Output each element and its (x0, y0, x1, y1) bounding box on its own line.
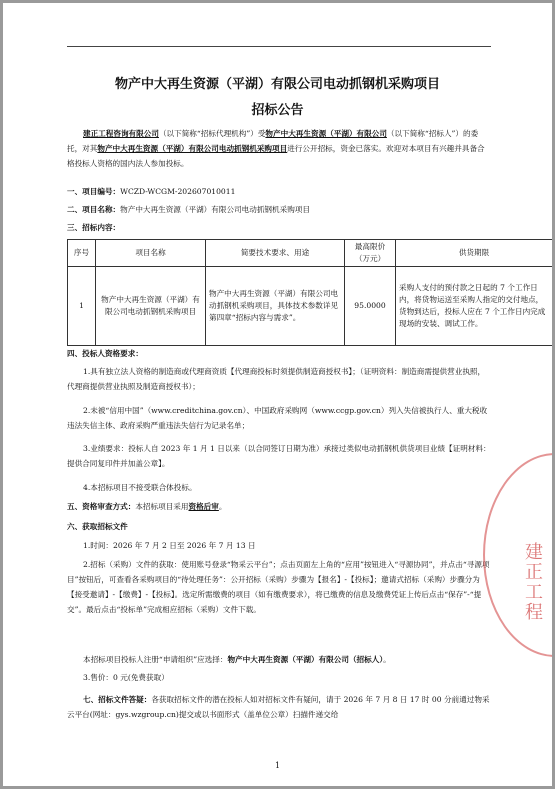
cell-no: 1 (68, 267, 96, 346)
qualification-item-3: 3.业绩要求：投标人自 2023 年 1 月 1 日以来（以合同签订日期为准）承接过类似电动抓钢机供货项目业绩【证明材料：提供合同复印件并加盖公章】。 (67, 444, 491, 468)
intro-paragraph: 建正工程咨询有限公司（以下简称“招标代理机构”）受物产中大再生资源（平湖）有限公司（以下简称“招标人”）的委托，对其物产中大再生资源（平湖）有限公司电动抓钢机采购项目进行公开招标，资金已落实。欢迎对本项目有兴趣并具备合格投标人资格的国内法人参加投标。 (67, 129, 485, 168)
col-header: 最高限价（万元） (345, 240, 396, 267)
document-page (3, 3, 552, 786)
cell-name: 物产中大再生资源（平湖）有限公司电动抓钢机采购项目 (96, 267, 206, 346)
qualification-item-2: 2.未被“信用中国”（www.creditchina.gov.cn）、中国政府采购网（www.ccgp.gov.cn）列入失信被执行人、重大税收违法失信主体、政府采购严重违法失信行为记录名单； (67, 406, 488, 430)
page-number: 1 (274, 761, 281, 770)
col-header: 序号 (68, 240, 96, 267)
project-name: 二、项目名称：物产中大再生资源（平湖）有限公司电动抓钢机采购项目 (67, 205, 310, 214)
clarification-paragraph: 七、招标文件答疑：各获取招标文件的潜在投标人如对招标文件有疑问，请于 2026 年 7 月 8 日 17 时 00 分前通过物采云平台(网址：gys.wzgroup.cn)提交或以书面形式（盖单位公章）扫描件递交给 (67, 695, 490, 719)
table-row (68, 267, 553, 346)
agency-name: 建正工程咨询有限公司 (83, 129, 159, 138)
doc-subtitle: 招标公告 (251, 103, 304, 118)
qualification-heading: 四、投标人资格要求： (67, 349, 143, 358)
col-header: 项目名称 (96, 240, 206, 267)
project-number: 一、项目编号：WCZD-WCGM-202607010011 (67, 187, 236, 196)
purchaser-name: 物产中大再生资源（平湖）有限公司 (265, 129, 387, 138)
tender-content-heading: 三、招标内容： (67, 223, 121, 232)
review-method: 五、资格审查方式：本招标项目采用资格后审。 (67, 502, 227, 511)
table-header-row (68, 240, 553, 267)
price-info: 3.售价：0 元(免费获取） (83, 673, 169, 682)
cell-req: 物产中大再生资源（平湖）有限公司电动抓钢机采购项目，具体技术参数详见第四章“招标内容与需求”。 (206, 267, 345, 346)
obtain-time: 1.时间：2026 年 7 月 2 日至 2026 年 7 月 13 日 (83, 541, 256, 550)
col-header: 简要技术要求、用途 (206, 240, 345, 267)
project-name-inline: 物产中大再生资源（平湖）有限公司电动抓钢机采购项目 (97, 144, 288, 153)
obtain-procedure: 2.招标（采购）文件的获取：使用账号登录“物采云平台”；点击页面左上角的“应用”按钮进入“寻源协同”，并点击“寻源项目”按钮后，可查看各采购项目的“待处理任务”：公开招标（采购）步骤为【报名】-【投标】；邀请式招标（采购）步骤分为【接受邀请】-【缴费】-【投标】。选定所需缴费的项目（如有缴费要求），将已缴费的信息及缴费凭证上传后点击“保存”-“提交”。最后点击“投标单”完成相应招标（采购）文件下载。 (67, 560, 490, 614)
registration-note: 本招标项目投标人注册“申请组织”应选择：物产中大再生资源（平湖）有限公司（招标人）。 (83, 655, 391, 664)
cell-period: 采购人支付的预付款之日起的 7 个工作日内，将货物运送至采购人指定的交付地点，货物到达后，投标人应在 7 个工作日内完成现场的安装、调试工作。 (396, 267, 553, 346)
header-rule (67, 46, 491, 47)
tender-table (67, 239, 552, 346)
doc-title: 物产中大再生资源（平湖）有限公司电动抓钢机采购项目 (114, 77, 440, 92)
qualification-item-1: 1.具有独立法人资格的制造商或代理商资质【代理商投标时须提供制造商授权书】；（证明资料：制造商需提供营业执照，代理商提供营业执照及制造商授权书）； (67, 367, 486, 391)
obtain-docs-heading: 六、获取招标文件 (67, 522, 128, 531)
qualification-item-4: 4.本招标项目不接受联合体投标。 (83, 483, 197, 492)
col-header: 供货期限 (396, 240, 553, 267)
seal-text: 建正工程 (525, 542, 543, 623)
cell-price: 95.0000 (345, 267, 396, 346)
